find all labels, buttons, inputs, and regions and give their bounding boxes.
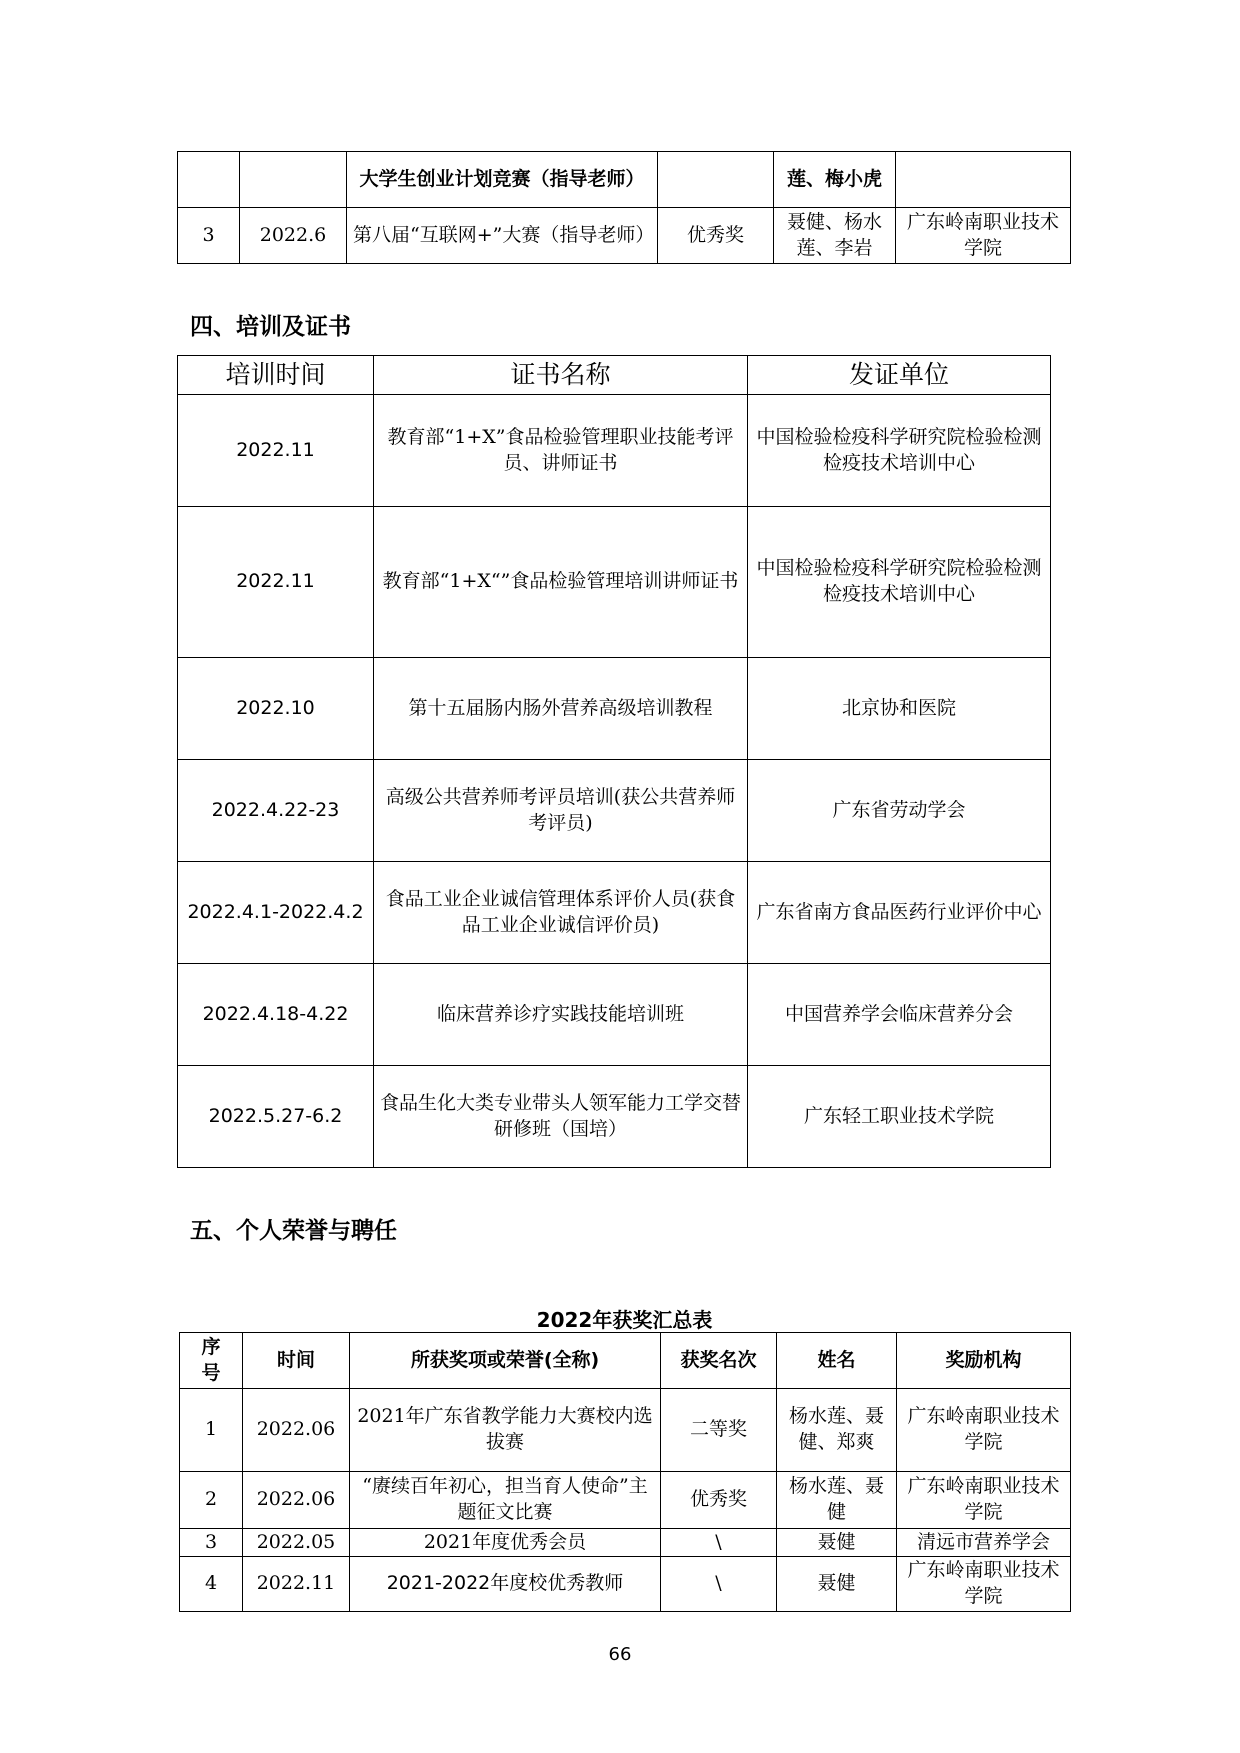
table-row (178, 1066, 1051, 1168)
awards-summary-table (179, 1332, 1071, 1612)
cell-time: 2022.05 (243, 1529, 350, 1557)
cell-issuer: 中国检验检疫科学研究院检验检测检疫技术培训中心 (748, 395, 1051, 507)
cell-issuer: 中国检验检疫科学研究院检验检测检疫技术培训中心 (748, 507, 1051, 658)
table-row (178, 208, 1071, 264)
cell-names: 聂健、杨水莲、李岩 (774, 208, 896, 264)
cell-cert: 教育部“1+X“”食品检验管理培训讲师证书 (374, 507, 748, 658)
cell-names: 聂健 (777, 1529, 897, 1557)
cell-no: 4 (180, 1557, 243, 1612)
cell-org: 广东岭南职业技术学院 (897, 1472, 1071, 1529)
table-row (180, 1557, 1071, 1612)
cell-org: 广东岭南职业技术学院 (897, 1389, 1071, 1472)
page-number: 66 (608, 1644, 632, 1665)
cell-rank: \ (661, 1557, 777, 1612)
cell-time: 2022.11 (178, 395, 374, 507)
table-row (178, 964, 1051, 1066)
header-issuer: 发证单位 (748, 356, 1051, 395)
cell-no: 3 (180, 1529, 243, 1557)
cell-award: 2021-2022年度校优秀教师 (350, 1557, 661, 1612)
cell-time (240, 152, 347, 208)
cell-time: 2022.10 (178, 658, 374, 760)
cell-rank: 二等奖 (661, 1389, 777, 1472)
cell-cert: 食品生化大类专业带头人领军能力工学交替研修班（国培） (374, 1066, 748, 1168)
cell-time: 2022.06 (243, 1472, 350, 1529)
cell-time: 2022.4.18-4.22 (178, 964, 374, 1066)
cell-org: 广东岭南职业技术学院 (896, 208, 1071, 264)
cell-award: 2021年广东省教学能力大赛校内选拔赛 (350, 1389, 661, 1472)
cell-time: 2022.4.22-23 (178, 760, 374, 862)
table-row (178, 862, 1051, 964)
cell-issuer: 广东省劳动学会 (748, 760, 1051, 862)
cell-org: 清远市营养学会 (897, 1529, 1071, 1557)
table-header-row (180, 1333, 1071, 1389)
cell-rank: \ (661, 1529, 777, 1557)
section-title-honors: 五、个人荣誉与聘任 (190, 1218, 397, 1244)
section-title-training: 四、培训及证书 (190, 314, 351, 340)
cell-cert: 临床营养诊疗实践技能培训班 (374, 964, 748, 1066)
cell-names: 莲、梅小虎 (774, 152, 896, 208)
cell-issuer: 广东轻工职业技术学院 (748, 1066, 1051, 1168)
cell-cert: 高级公共营养师考评员培训(获公共营养师考评员) (374, 760, 748, 862)
table-header-row (178, 356, 1051, 395)
cell-cert: 教育部“1+X”食品检验管理职业技能考评员、讲师证书 (374, 395, 748, 507)
header-names: 姓名 (777, 1333, 897, 1389)
header-award: 所获奖项或荣誉(全称) (350, 1333, 661, 1389)
cell-time: 2022.5.27-6.2 (178, 1066, 374, 1168)
table-row (180, 1389, 1071, 1472)
cell-time: 2022.11 (178, 507, 374, 658)
cell-names: 杨水莲、聂健、郑爽 (777, 1389, 897, 1472)
training-certificates-table (177, 355, 1051, 1168)
header-training-time: 培训时间 (178, 356, 374, 395)
table-row (178, 760, 1051, 862)
cell-rank: 优秀奖 (658, 208, 774, 264)
cell-names: 聂健 (777, 1557, 897, 1612)
cell-time: 2022.6 (240, 208, 347, 264)
table-caption: 2022年获奖汇总表 (536, 1308, 713, 1332)
cell-rank: 优秀奖 (661, 1472, 777, 1529)
header-no: 序号 (180, 1333, 243, 1389)
table-row (178, 152, 1071, 208)
cell-issuer: 中国营养学会临床营养分会 (748, 964, 1051, 1066)
awards-table-continued (177, 151, 1071, 264)
cell-time: 2022.06 (243, 1389, 350, 1472)
cell-issuer: 广东省南方食品医药行业评价中心 (748, 862, 1051, 964)
cell-award: 大学生创业计划竞赛（指导老师） (347, 152, 658, 208)
cell-rank (658, 152, 774, 208)
cell-cert: 第十五届肠内肠外营养高级培训教程 (374, 658, 748, 760)
table-row (180, 1529, 1071, 1557)
cell-org (896, 152, 1071, 208)
cell-award: “赓续百年初心，担当育人使命”主题征文比赛 (350, 1472, 661, 1529)
header-certificate-name: 证书名称 (374, 356, 748, 395)
cell-no (178, 152, 240, 208)
header-time: 时间 (243, 1333, 350, 1389)
cell-award: 2021年度优秀会员 (350, 1529, 661, 1557)
cell-no: 3 (178, 208, 240, 264)
table-row (178, 507, 1051, 658)
cell-time: 2022.11 (243, 1557, 350, 1612)
header-org: 奖励机构 (897, 1333, 1071, 1389)
cell-org: 广东岭南职业技术学院 (897, 1557, 1071, 1612)
table-row (178, 395, 1051, 507)
cell-no: 1 (180, 1389, 243, 1472)
cell-no: 2 (180, 1472, 243, 1529)
cell-time: 2022.4.1-2022.4.2 (178, 862, 374, 964)
cell-cert: 食品工业企业诚信管理体系评价人员(获食品工业企业诚信评价员) (374, 862, 748, 964)
table-row (178, 658, 1051, 760)
cell-names: 杨水莲、聂健 (777, 1472, 897, 1529)
table-row (180, 1472, 1071, 1529)
cell-award: 第八届“互联网+”大赛（指导老师） (347, 208, 658, 264)
header-rank: 获奖名次 (661, 1333, 777, 1389)
cell-issuer: 北京协和医院 (748, 658, 1051, 760)
